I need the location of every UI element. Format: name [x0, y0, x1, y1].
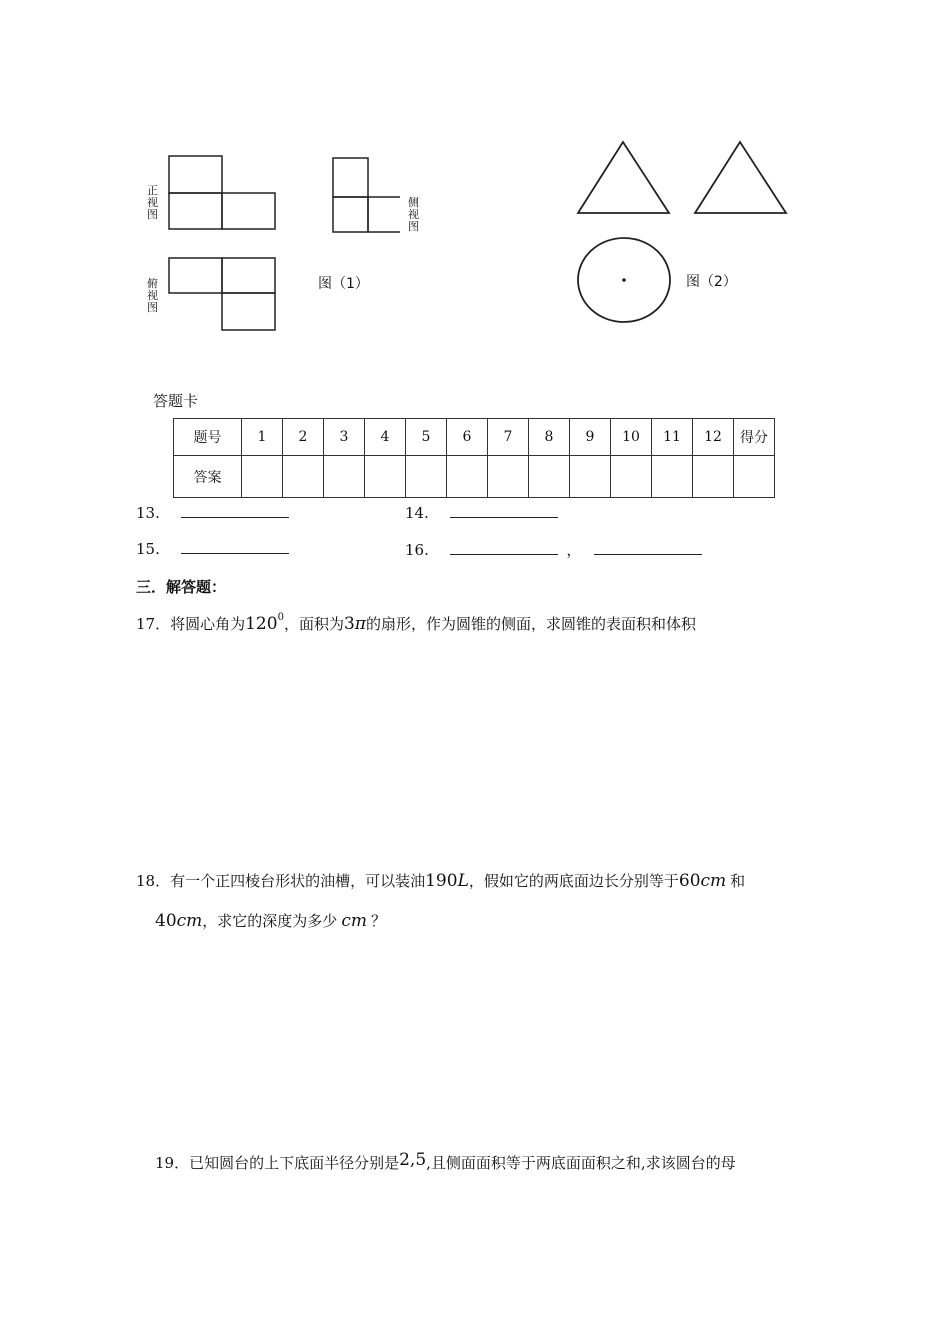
q17-text-3: 的扇形，作为圆锥的侧面，求圆锥的表面积和体积 [365, 615, 696, 633]
header-cell-score: 得分 [734, 419, 775, 456]
q18-volume-unit: L [457, 871, 469, 891]
score-cell[interactable] [734, 456, 775, 498]
cone-apex-dot [622, 278, 626, 282]
header-cell-label: 题号 [174, 419, 242, 456]
front-view-top-square [169, 156, 222, 193]
q19-text-2: ,且侧面面积等于两底面面积之和,求该圆台的母 [426, 1154, 736, 1172]
front-view-bottom-right-square [222, 193, 275, 229]
blank-14-line[interactable] [450, 503, 558, 518]
blank-13-number: 13. [136, 504, 160, 522]
q18-unit: cm [341, 911, 367, 931]
header-cell: 5 [406, 419, 447, 456]
q18-text-5: ？ [370, 912, 386, 930]
answer-card-title: 答题卡 [153, 392, 199, 410]
question-18-line-2 [155, 910, 386, 931]
front-view-bottom-left-square [169, 193, 222, 229]
answer-card-answer-row [174, 456, 775, 498]
answer-cell[interactable] [529, 456, 570, 498]
header-cell: 3 [324, 419, 365, 456]
figure-1-three-views [140, 145, 400, 345]
side-view-top-square [333, 158, 368, 197]
answer-cell[interactable] [488, 456, 529, 498]
answer-cell[interactable] [324, 456, 365, 498]
answer-row-label: 答案 [174, 456, 242, 498]
blank-16 [405, 539, 702, 560]
header-cell: 4 [365, 419, 406, 456]
blank-16-line-b[interactable] [594, 540, 702, 555]
q18-side-2: 40 [155, 911, 177, 931]
header-cell: 2 [283, 419, 324, 456]
front-view-label: 正视图 [147, 184, 158, 221]
q17-text-1: 将圆心角为 [170, 615, 246, 633]
q17-area: 3 [343, 614, 355, 634]
top-view-top-right-square [222, 258, 275, 293]
answer-cell[interactable] [447, 456, 488, 498]
header-cell: 6 [447, 419, 488, 456]
q19-number: 19． [155, 1154, 190, 1172]
header-cell: 8 [529, 419, 570, 456]
q18-text-3: 和 [730, 872, 746, 890]
blank-16-line-a[interactable] [450, 540, 558, 555]
cone-side-view-triangle [695, 142, 786, 213]
top-view-top-left-square [169, 258, 222, 293]
answer-cell[interactable] [242, 456, 283, 498]
blank-15-number: 15. [136, 540, 160, 558]
header-cell: 9 [570, 419, 611, 456]
q18-side-1: 60 [678, 871, 701, 891]
header-cell: 7 [488, 419, 529, 456]
figure-2-cone-views [570, 135, 795, 330]
q18-side-1-unit: cm [700, 871, 727, 891]
answer-cell[interactable] [570, 456, 611, 498]
q17-text-2: ，面积为 [283, 615, 344, 633]
header-cell: 12 [693, 419, 734, 456]
question-18-line-1 [136, 870, 745, 891]
figure-2-caption: 图（2） [686, 274, 737, 290]
q18-volume: 190 [425, 871, 458, 891]
side-view-bottom-right-square [368, 197, 400, 232]
answer-card-header-row [174, 419, 775, 456]
answer-cell[interactable] [406, 456, 447, 498]
q18-text-2: ，假如它的两底面边长分别等于 [468, 872, 679, 890]
blank-13-line[interactable] [181, 503, 289, 518]
q17-angle-sup: 0 [277, 612, 284, 623]
blank-15-line[interactable] [181, 539, 289, 554]
cone-front-view-triangle [578, 142, 669, 213]
header-cell: 1 [242, 419, 283, 456]
q17-pi: π [354, 614, 366, 634]
q18-text-4: ，求它的深度为多少 [202, 912, 338, 930]
q17-angle: 120 [245, 614, 278, 634]
question-19 [155, 1152, 736, 1173]
header-cell: 11 [652, 419, 693, 456]
question-17 [136, 613, 696, 634]
figure-1-caption: 图（1） [318, 276, 369, 292]
q18-side-2-unit: cm [176, 911, 203, 931]
blank-15 [136, 539, 289, 558]
answer-cell[interactable] [611, 456, 652, 498]
q19-radii: 2,5 [399, 1150, 427, 1170]
q18-text-1: 有一个正四棱台形状的油槽，可以装油 [170, 872, 426, 890]
blank-13 [136, 503, 289, 522]
answer-cell[interactable] [693, 456, 734, 498]
blank-16-separator: ， [566, 541, 582, 559]
blank-14-number: 14. [405, 504, 429, 522]
blank-16-number: 16. [405, 541, 429, 559]
answer-cell[interactable] [365, 456, 406, 498]
top-view-bottom-square [222, 293, 275, 330]
section-3-title: 三．解答题： [136, 578, 227, 596]
blank-14 [405, 503, 558, 522]
top-view-label: 俯视图 [147, 277, 158, 314]
header-cell: 10 [611, 419, 652, 456]
answer-card-table [173, 418, 775, 498]
answer-cell[interactable] [283, 456, 324, 498]
side-view-label: 侧视图 [408, 196, 419, 233]
answer-cell[interactable] [652, 456, 693, 498]
q17-number: 17． [136, 615, 171, 633]
q18-number: 18． [136, 872, 171, 890]
side-view-bottom-left-square [333, 197, 368, 232]
q19-text-1: 已知圆台的上下底面半径分别是 [189, 1154, 400, 1172]
